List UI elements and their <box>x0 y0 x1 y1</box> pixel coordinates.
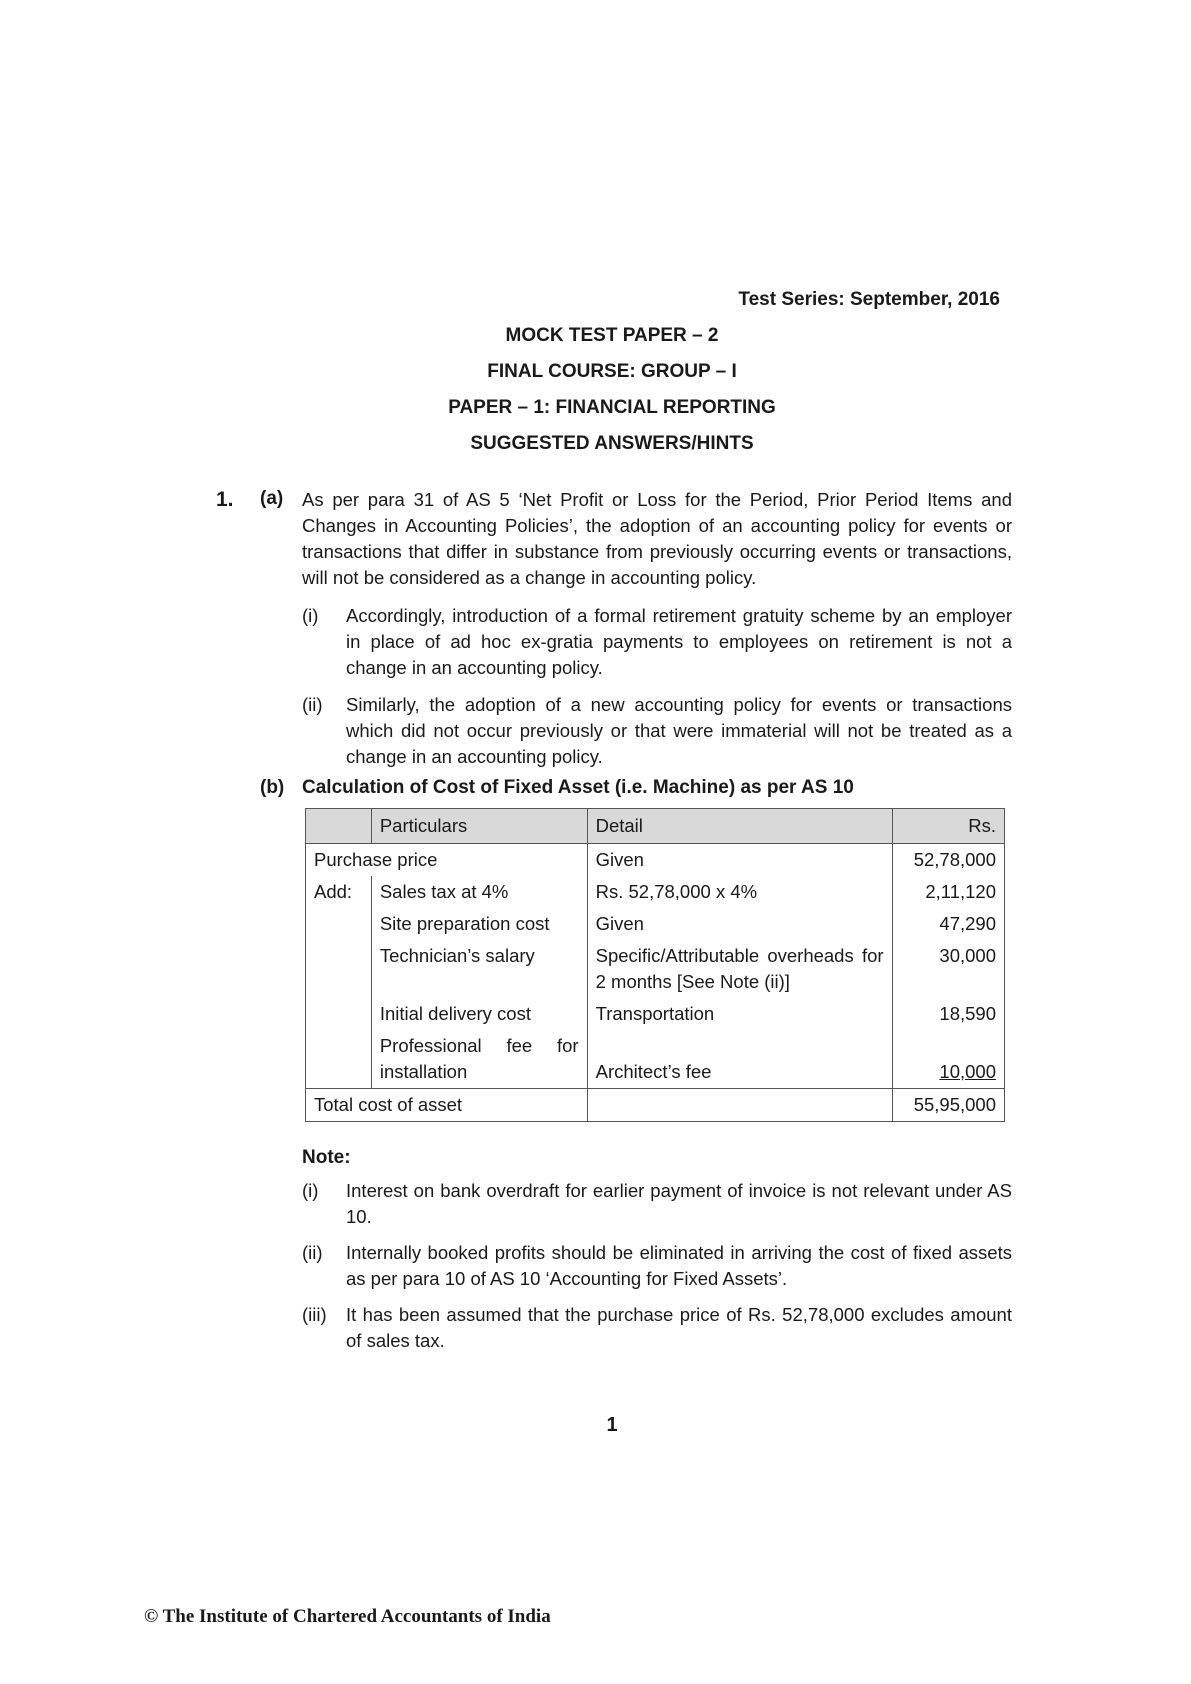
row-amount: 30,000 <box>892 940 1004 998</box>
note-number: (ii) <box>302 1242 323 1263</box>
row-amount: 2,11,120 <box>892 876 1004 908</box>
table-row <box>306 844 1005 877</box>
total-amount: 55,95,000 <box>892 1089 1004 1122</box>
page-number: 1 <box>606 1414 618 1436</box>
answers-heading: SUGGESTED ANSWERS/HINTS <box>470 433 754 454</box>
purchase-label: Purchase price <box>306 844 588 877</box>
header-amount: Rs. <box>892 809 1004 844</box>
table-total-row <box>306 1089 1005 1122</box>
professional-word-2: fee <box>506 1035 533 1056</box>
purchase-amount: 52,78,000 <box>892 844 1004 877</box>
row-particular-professional <box>371 1030 587 1089</box>
note-text: Internally booked profits should be eliminated in arriving the cost of fixed assets as per para 10 of AS 10 ‘Accounting for Fixed Assets’. <box>346 1242 1012 1289</box>
add-label: Add: <box>306 876 372 908</box>
list-item-number: (ii) <box>302 694 323 715</box>
total-label: Total cost of asset <box>306 1089 588 1122</box>
professional-word-1: Professional <box>379 1035 482 1056</box>
copyright-footer: © The Institute of Chartered Accountants of India <box>144 1606 551 1627</box>
row-particular: Sales tax at 4% <box>371 876 587 908</box>
part-b-heading: Calculation of Cost of Fixed Asset (i.e. Machine) as per AS 10 <box>302 777 854 798</box>
table-header-row <box>306 809 1005 844</box>
professional-word-4: installation <box>379 1061 468 1082</box>
note-text: It has been assumed that the purchase price of Rs. 52,78,000 excludes amount of sales tax. <box>346 1304 1012 1351</box>
table-row <box>306 876 1005 908</box>
cost-table <box>305 808 1005 1122</box>
paper-subject: PAPER – 1: FINANCIAL REPORTING <box>448 397 776 418</box>
purchase-detail: Given <box>587 844 892 877</box>
list-item-text: Accordingly, introduction of a formal retirement gratuity scheme by an employer in place of ad hoc ex-gratia payments to employees on retirement is not a change in an accounting policy. <box>346 605 1012 678</box>
header-blank-cell <box>306 809 372 844</box>
row-particular: Site preparation cost <box>371 908 587 940</box>
list-item-text: Similarly, the adoption of a new accounting policy for events or transactions which did not occur previously or that were immaterial will not be treated as a change in an accounting policy. <box>346 694 1012 767</box>
note-text: Interest on bank overdraft for earlier payment of invoice is not relevant under AS 10. <box>346 1180 1012 1227</box>
row-amount: 10,000 <box>939 1061 996 1082</box>
row-amount: 18,590 <box>892 998 1004 1030</box>
table-row <box>306 1030 1005 1089</box>
header-detail: Detail <box>587 809 892 844</box>
row-particular: Initial delivery cost <box>371 998 587 1030</box>
row-detail: Architect’s fee <box>587 1030 892 1089</box>
list-item-number: (i) <box>302 605 319 626</box>
table-row <box>306 940 1005 998</box>
part-a-label: (a) <box>260 488 284 509</box>
paper-title: MOCK TEST PAPER – 2 <box>505 325 719 346</box>
row-amount: 47,290 <box>892 908 1004 940</box>
note-heading: Note: <box>302 1147 351 1168</box>
test-series-label: Test Series: September, 2016 <box>738 289 1000 310</box>
part-b-label: (b) <box>260 777 285 798</box>
part-a-intro: As per para 31 of AS 5 ‘Net Profit or Loss for the Period, Prior Period Items and Changes in Accounting Policies’, the adoption of an accounting policy for events or transactions that differ in substance from previously occurring events or transactions, will not be considered as a change in accounting policy. <box>302 489 1012 588</box>
table-row <box>306 998 1005 1030</box>
note-number: (iii) <box>302 1304 327 1325</box>
row-detail: Given <box>587 908 892 940</box>
row-detail: Rs. 52,78,000 x 4% <box>587 876 892 908</box>
table-row <box>306 908 1005 940</box>
row-detail: Specific/Attributable overheads for 2 months [See Note (ii)] <box>587 940 892 998</box>
question-number: 1. <box>216 488 234 511</box>
row-detail: Transportation <box>587 998 892 1030</box>
header-particulars: Particulars <box>371 809 587 844</box>
course-title: FINAL COURSE: GROUP – I <box>487 361 737 382</box>
row-particular: Technician’s salary <box>371 940 587 998</box>
professional-word-3: for <box>557 1035 579 1056</box>
note-number: (i) <box>302 1180 319 1201</box>
